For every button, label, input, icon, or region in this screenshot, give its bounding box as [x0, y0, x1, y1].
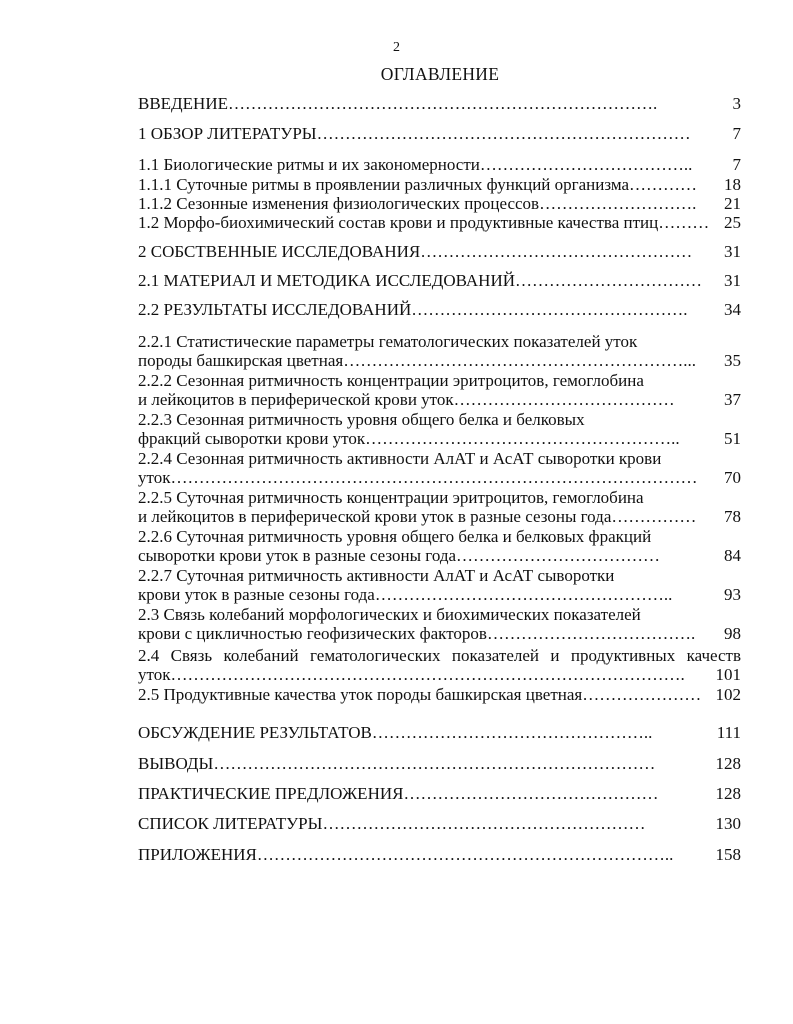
toc-title: ОГЛАВЛЕНИЕ [380, 64, 500, 84]
toc-page-ref: 111 [716, 723, 741, 742]
toc-page-ref: 78 [724, 507, 741, 526]
toc-page-ref: 102 [715, 685, 741, 704]
toc-entry-title: 2.5 Продуктивные качества уток породы башкирская цветная [138, 685, 583, 704]
toc-entry-2-3-line2 [138, 624, 741, 644]
toc-page-ref: 35 [724, 351, 741, 370]
toc-leader: …………………………………………………………………… [213, 754, 656, 773]
toc-entry-2-2 [138, 300, 741, 320]
toc-entry-title: ОБСУЖДЕНИЕ РЕЗУЛЬТАТОВ [138, 723, 372, 742]
toc-page-ref: 3 [732, 94, 741, 113]
toc-entry-title: ПРАКТИЧЕСКИЕ ПРЕДЛОЖЕНИЯ [138, 784, 404, 803]
toc-entry-title: сыворотки крови уток в разные сезоны года [138, 546, 457, 565]
toc-entry-2-4-line1 [138, 646, 741, 666]
toc-entry-title: крови уток в разные сезоны года [138, 585, 375, 604]
toc-page-ref: 101 [715, 665, 741, 684]
toc-leader: …………………………………………………………………. [227, 94, 658, 113]
toc-leader: ………………… [582, 685, 702, 704]
toc-leader: ………………………. [539, 194, 697, 213]
toc-page-ref: 18 [724, 175, 741, 194]
toc-entry-title: 2.4 Связь колебаний гематологических показателей и продуктивных качеств [138, 646, 741, 665]
toc-entry-2-2-5-line1 [138, 488, 741, 508]
toc-entry-2-2-3-line1 [138, 410, 741, 430]
toc-entry-title: 1 ОБЗОР ЛИТЕРАТУРЫ [138, 124, 317, 143]
toc-page-ref: 7 [732, 155, 741, 174]
toc-leader: ……………………………………………….. [365, 429, 680, 448]
toc-entry-own-research [138, 242, 741, 262]
toc-entry-2-5 [138, 685, 741, 705]
toc-page-ref: 34 [724, 300, 741, 319]
toc-entry-title: 1.1.1 Суточные ритмы в проявлении различных функций организма [138, 175, 630, 194]
toc-entry-2-2-5-line2 [138, 507, 741, 527]
toc-leader: …………………………………………. [411, 300, 688, 319]
toc-page-ref: 31 [724, 242, 741, 261]
toc-entry-title: 2.2.7 Суточная ритмичность активности АлАТ и АсАТ сыворотки [138, 566, 615, 585]
toc-entry-2-4-line2 [138, 665, 741, 685]
toc-page-ref: 25 [724, 213, 741, 232]
toc-entry-conclusions [138, 754, 741, 774]
toc-entry-discussion [138, 723, 741, 743]
toc-leader: ………………………………… [453, 390, 675, 409]
toc-leader: ……………………………… [456, 546, 661, 565]
toc-entry-references [138, 814, 741, 834]
toc-leader: ………………………………. [486, 624, 696, 643]
toc-entry-title: 1.1 Биологические ритмы и их закономерности [138, 155, 480, 174]
toc-page-ref: 128 [715, 784, 741, 803]
toc-entry-title: уток [138, 468, 171, 487]
toc-entry-1-1-1 [138, 175, 741, 195]
toc-page-ref: 130 [715, 814, 741, 833]
toc-entry-title: 2.2.1 Статистические параметры гематологических показателей уток [138, 332, 638, 351]
toc-entry-2-2-7-line2 [138, 585, 741, 605]
toc-entry-title: 2.2.3 Сезонная ритмичность уровня общего белка и белковых [138, 410, 585, 429]
toc-leader: …………… [611, 507, 697, 526]
toc-entry-title: 2.1 МАТЕРИАЛ И МЕТОДИКА ИССЛЕДОВАНИЙ [138, 271, 516, 290]
toc-leader: ……………………………………………………... [343, 351, 696, 370]
toc-entry-1-2 [138, 213, 741, 233]
toc-page-ref: 84 [724, 546, 741, 565]
toc-leader: ………………………………………………………………………………. [170, 665, 685, 684]
toc-leader: ………………………………………………………… [316, 124, 691, 143]
toc-entry-title: 2 СОБСТВЕННЫЕ ИССЛЕДОВАНИЯ [138, 242, 421, 261]
toc-entry-2-3-line1 [138, 605, 741, 625]
toc-page-ref: 21 [724, 194, 741, 213]
toc-entry-title: ПРИЛОЖЕНИЯ [138, 845, 257, 864]
toc-entry-title: крови с цикличностью геофизических факторов [138, 624, 487, 643]
toc-entry-title: 2.2.2 Сезонная ритмичность концентрации эритроцитов, гемоглобина [138, 371, 644, 390]
toc-entry-title: 2.2.6 Суточная ритмичность уровня общего белка и белковых фракций [138, 527, 652, 546]
toc-entry-2-2-4-line2 [138, 468, 741, 488]
toc-page-ref: 128 [715, 754, 741, 773]
toc-entry-literature-review [138, 124, 741, 144]
toc-entry-2-2-1-line2 [138, 351, 741, 371]
toc-leader: ………………………………………… [420, 242, 693, 261]
toc-entry-2-2-2-line1 [138, 371, 741, 391]
toc-entry-title: 1.1.2 Сезонные изменения физиологических процессов [138, 194, 540, 213]
toc-entry-appendices [138, 845, 741, 865]
toc-page-ref: 70 [724, 468, 741, 487]
toc-entry-title: 1.2 Морфо-биохимический состав крови и продуктивные качества птиц [138, 213, 659, 232]
toc-entry-2-2-7-line1 [138, 566, 741, 586]
toc-leader: ………………………………………………………………………………… [170, 468, 698, 487]
toc-leader: …………………………… [515, 271, 703, 290]
toc-entry-title: и лейкоцитов в периферической крови уток [138, 390, 454, 409]
toc-entry-title: ВЫВОДЫ [138, 754, 214, 773]
toc-page-ref: 93 [724, 585, 741, 604]
toc-entry-title: 2.3 Связь колебаний морфологических и биохимических показателей [138, 605, 641, 624]
toc-page-ref: 37 [724, 390, 741, 409]
toc-entry-title: СПИСОК ЛИТЕРАТУРЫ [138, 814, 323, 833]
toc-entry-2-2-3-line2 [138, 429, 741, 449]
toc-entry-2-2-6-line1 [138, 527, 741, 547]
toc-entry-title: 2.2 РЕЗУЛЬТАТЫ ИССЛЕДОВАНИЙ [138, 300, 412, 319]
toc-leader: ……………………………………… [403, 784, 659, 803]
toc-entry-introduction [138, 94, 741, 114]
toc-leader: ………………………………………………… [322, 814, 646, 833]
toc-page-ref: 158 [715, 845, 741, 864]
toc-page-ref: 31 [724, 271, 741, 290]
toc-entry-2-2-2-line2 [138, 390, 741, 410]
toc-leader: …………………………………………….. [374, 585, 673, 604]
page-number: 2 [393, 40, 400, 55]
toc-leader: ……… [658, 213, 710, 232]
toc-leader: ……………………………………………………………….. [256, 845, 674, 864]
toc-leader: ………… [629, 175, 698, 194]
toc-entry-1-1-2 [138, 194, 741, 214]
toc-entry-title: фракций сыворотки крови уток [138, 429, 366, 448]
toc-entry-title: породы башкирская цветная [138, 351, 344, 370]
toc-entry-title: и лейкоцитов в периферической крови уток в разные сезоны года [138, 507, 612, 526]
toc-entry-2-2-4-line1 [138, 449, 741, 469]
toc-page-ref: 7 [732, 124, 741, 143]
toc-entry-title: ВВЕДЕНИЕ [138, 94, 228, 113]
toc-leader: ………………………………………….. [371, 723, 653, 742]
toc-entry-title: уток [138, 665, 171, 684]
toc-entry-2-2-1-line1 [138, 332, 741, 352]
toc-page-ref: 51 [724, 429, 741, 448]
toc-entry-2-2-6-line2 [138, 546, 741, 566]
toc-entry-title: 2.2.5 Суточная ритмичность концентрации эритроцитов, гемоглобина [138, 488, 644, 507]
toc-entry-title: 2.2.4 Сезонная ритмичность активности АлАТ и АсАТ сыворотки крови [138, 449, 662, 468]
toc-entry-practical-proposals [138, 784, 741, 804]
toc-leader: ……………………………….. [479, 155, 693, 174]
toc-entry-2-1 [138, 271, 741, 291]
toc-entry-1-1 [138, 155, 741, 175]
toc-page-ref: 98 [724, 624, 741, 643]
